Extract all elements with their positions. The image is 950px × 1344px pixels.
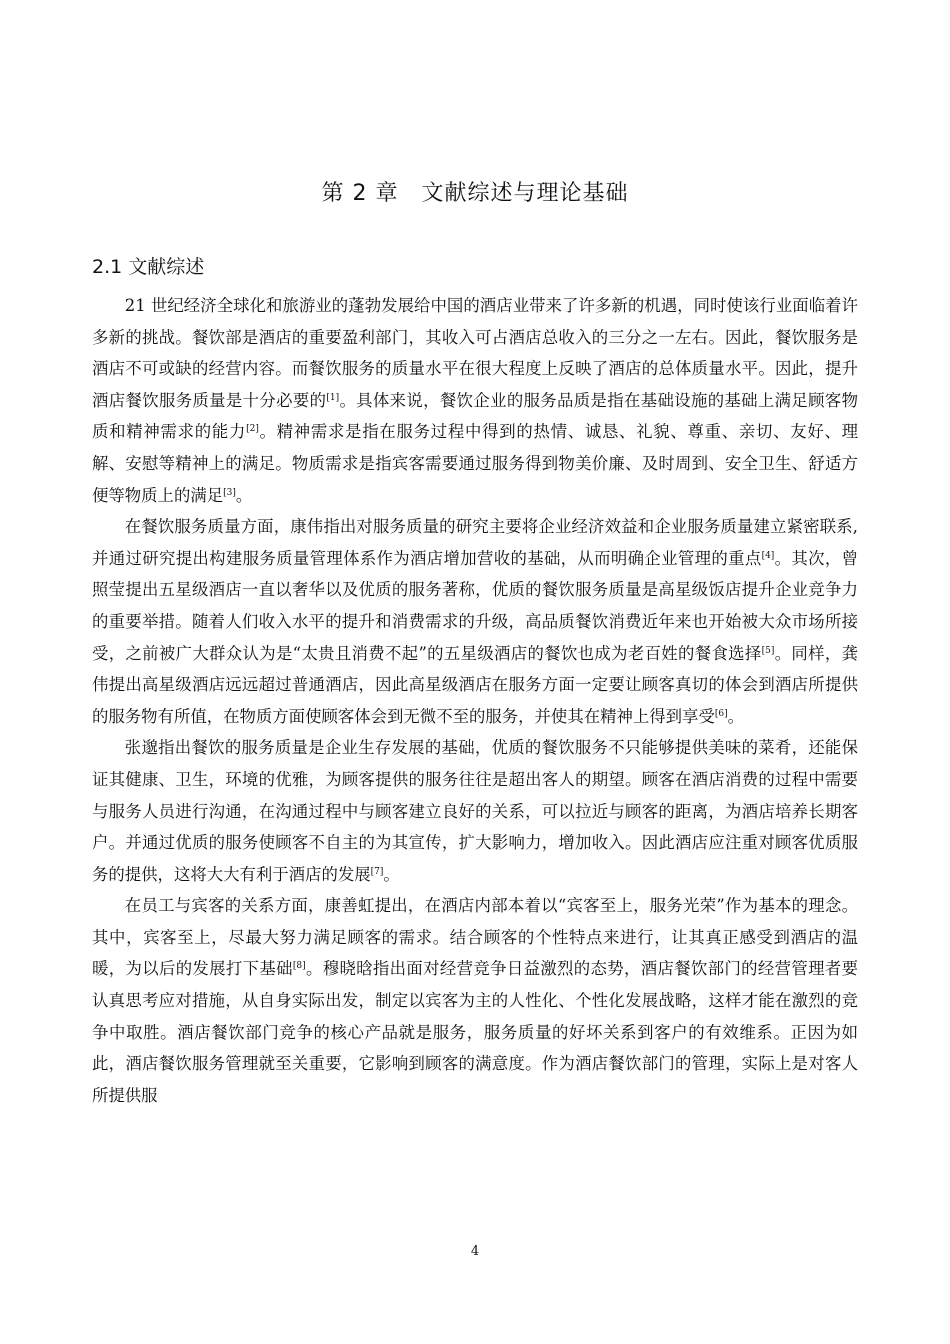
page-number: 4 — [470, 1244, 480, 1259]
paragraph — [92, 890, 858, 1111]
citation-marker: [7] — [370, 866, 384, 877]
paragraph-text: 。精神需求是指在服务过程中得到的热情、诚恳、礼貌、尊重、亲切、友好、理解、安慰等精神上的满足。物质需求是指宾客需要通过服务得到物美价廉、及时周到、安全卫生、舒适方便等物质上的满足 — [92, 422, 859, 505]
paragraph-text: 。同样，龚伟提出高星级酒店远远超过普通酒店，因此高星级酒店在服务方面一定要让顾客真切的体会到酒店所提供的服务物有所值，在物质方面使顾客体会到无微不至的服务，并使其在精神上得到享受 — [92, 643, 858, 726]
paragraph-text: 21 世纪经济全球化和旅游业的蓬勃发展给中国的酒店业带来了许多新的机遇，同时使该行业面临着许多新的挑战。餐饮部是酒店的重要盈利部门，其收入可占酒店总收入的三分之一左右。因此，餐饮服务是酒店不可或缺的经营内容。而餐饮服务的质量水平在很大程度上反映了酒店的总体质量水平。因此，提升酒店餐饮服务质量是十分必要的 — [92, 296, 858, 410]
paragraph — [92, 290, 858, 511]
body-text — [92, 290, 858, 1111]
citation-marker: [6] — [714, 708, 728, 719]
citation-marker: [3] — [223, 487, 236, 498]
citation-marker: [1] — [326, 392, 340, 403]
paragraph-text: 在餐饮服务质量方面，康伟指出对服务质量的研究主要将企业经济效益和企业服务质量建立紧密联系,并通过研究提出构建服务质量管理体系作为酒店增加营收的基础，从而明确企业管理的重点 — [92, 517, 858, 568]
chapter-title: 第 2 章 文献综述与理论基础 — [321, 181, 629, 206]
citation-marker: [8] — [292, 961, 306, 972]
citation-marker: [2] — [246, 424, 259, 435]
section-title: 2.1 文献综述 — [92, 256, 205, 278]
paragraph-text: 张邈指出餐饮的服务质量是企业生存发展的基础，优质的餐饮服务不只能够提供美味的菜肴，还能保证其健康、卫生，环境的优雅，为顾客提供的服务往往是超出客人的期望。顾客在酒店消费的过程中需要与服务人员进行沟通，在沟通过程中与顾客建立良好的关系，可以拉近与顾客的距离，为酒店培养长期客户。并通过优质的服务使顾客不自主的为其宣传，扩大影响力，增加收入。因此酒店应注重对顾客优质服务的提供，这将大大有利于酒店的发展 — [92, 738, 858, 884]
paragraph-text: 。 — [235, 485, 253, 505]
paragraph-text: 。 — [383, 864, 400, 884]
paragraph — [92, 732, 858, 890]
paragraph-text: 。 — [727, 706, 744, 726]
citation-marker: [5] — [761, 645, 775, 656]
paragraph — [92, 511, 858, 732]
paragraph-text: 。其次，曾照莹提出五星级酒店一直以奢华以及优质的服务著称，优质的餐饮服务质量是高星级饭店提升企业竞争力的重要举措。随着人们收入水平的提升和消费需求的升级，高品质餐饮消费近年来也开始被大众市场所接受，之前被广大群众认为是“太贵且消费不起”的五星级酒店的餐饮也成为老百姓的餐食选择 — [92, 548, 859, 663]
citation-marker: [4] — [761, 550, 775, 561]
paragraph-text: 。穆晓晗指出面对经营竞争日益激烈的态势，酒店餐饮部门的经营管理者要认真思考应对措施，从自身实际出发，制定以宾客为主的人性化、个性化发展战略，这样才能在激烈的竞争中取胜。酒店餐饮部门竞争的核心产品就是服务，服务质量的好坏关系到客户的有效维系。正因为如此，酒店餐饮服务管理就至关重要，它影响到顾客的满意度。作为酒店餐饮部门的管理，实际上是对客人所提供服 — [92, 959, 859, 1105]
paragraph-text: 。具体来说，餐饮企业的服务品质是指在基础设施的基础上满足顾客物质和精神需求的能力 — [92, 390, 858, 442]
paragraph-text: 在员工与宾客的关系方面，康善虹提出，在酒店内部本着以“宾客至上，服务光荣”作为基本的理念。其中，宾客至上，尽最大努力满足顾客的需求。结合顾客的个性特点来进行，让其真正感受到酒店的温暖，为以后的发展打下基础 — [92, 896, 858, 979]
